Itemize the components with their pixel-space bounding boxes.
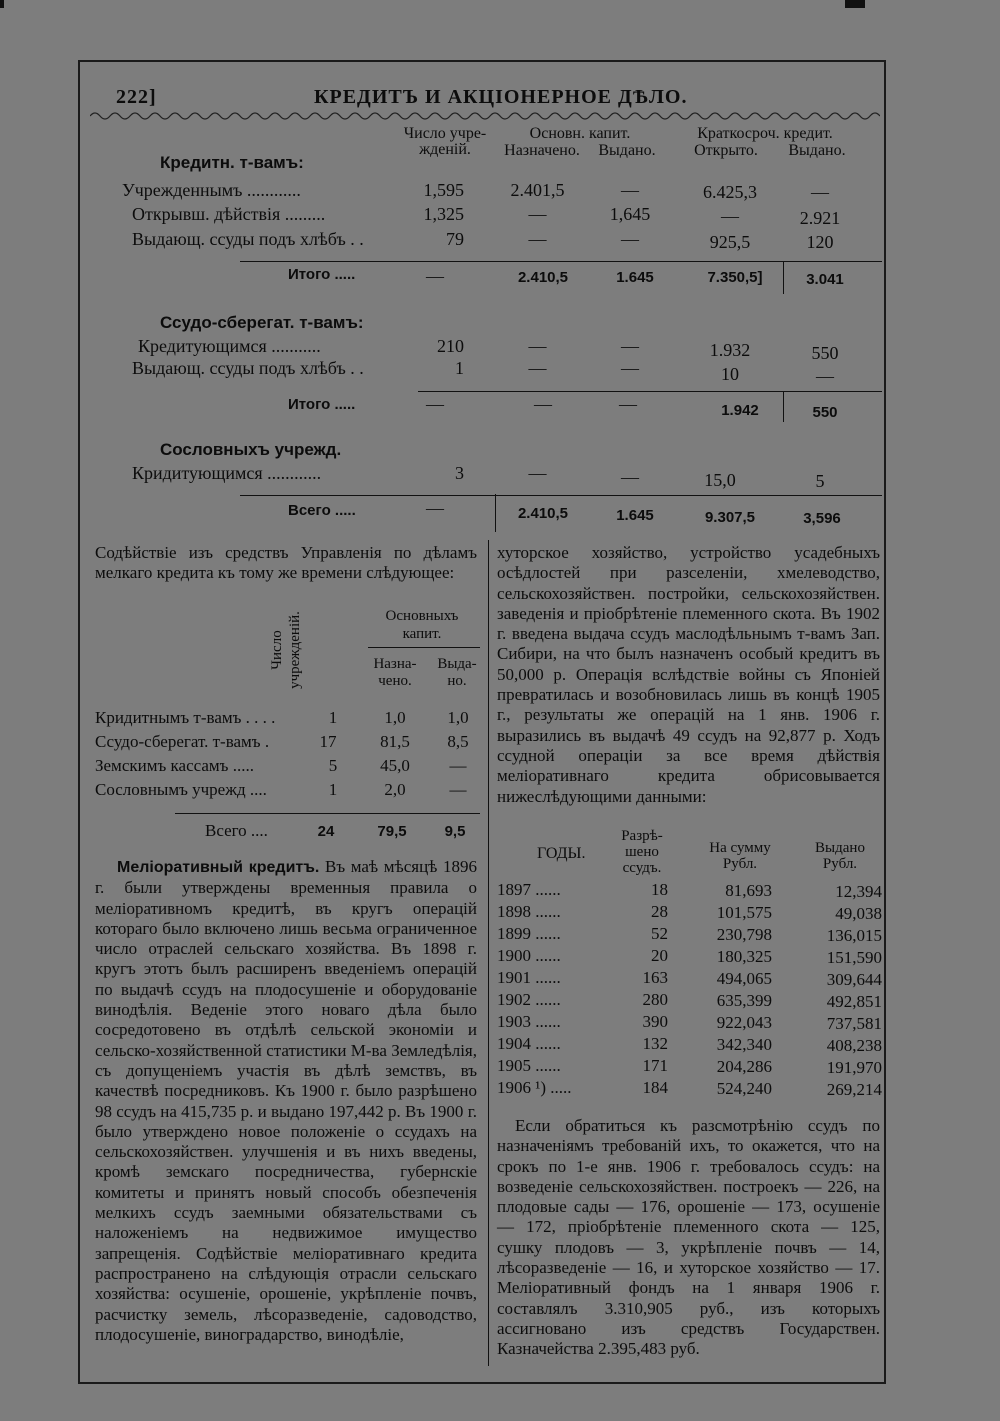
row-year: 1900 ...... <box>497 946 561 965</box>
scan-top-mark <box>845 0 865 8</box>
row-year: 1897 ...... <box>497 880 561 899</box>
cell-issued: 1.645 <box>616 269 654 286</box>
cell-issued: 1.645 <box>616 507 654 524</box>
cell-count: 210 <box>437 336 464 356</box>
cell-count: 3 <box>455 463 464 483</box>
cell-permitted: 390 <box>642 1012 668 1031</box>
cell-issued: — <box>619 394 637 414</box>
cell-sc-issued: 5 <box>815 471 825 491</box>
cell-count: — <box>426 394 444 414</box>
cell-assigned: — <box>528 358 547 378</box>
total-rule <box>175 813 480 814</box>
scan-top-mark <box>0 0 4 8</box>
cell-opened: 7.350,5] <box>707 269 763 286</box>
cell-issued: 269,214 <box>826 1080 882 1099</box>
cell-issued: 12,394 <box>835 882 882 901</box>
cell-sum: 342,340 <box>716 1035 772 1054</box>
cell-permitted: 20 <box>651 946 668 965</box>
cell-assigned: 45,0 <box>380 756 410 775</box>
cell-permitted: 28 <box>651 902 668 921</box>
cell-issued: — <box>449 780 467 799</box>
row-label: Открывш. дѣйствiя ......... <box>132 204 326 224</box>
column-rule <box>495 494 496 532</box>
cell-opened: 9.307,5 <box>704 509 756 526</box>
cell-assigned: 81,5 <box>380 732 410 751</box>
t1-section-title: Сословныхъ учрежд. <box>160 440 342 459</box>
cell-count: 79 <box>446 229 464 249</box>
cell-issued: — <box>621 229 639 249</box>
column-divider <box>488 540 489 1366</box>
wavy-divider <box>90 110 880 122</box>
t3-header-permitted: Разрѣ- шено ссудъ. <box>621 828 663 876</box>
left-meliorative-paragraph <box>95 857 477 1345</box>
cell-issued: 8,5 <box>447 732 469 751</box>
t2-header-issued: Выда- но. <box>437 656 477 689</box>
total-rule <box>240 495 882 496</box>
t1-section-title: Ссудо-сберегат. т-вамъ: <box>160 313 364 332</box>
row-label: Кридитнымъ т-вамъ . . . . <box>95 708 276 727</box>
cell-sum: 81,693 <box>725 881 772 900</box>
t2-header-assigned: Назна- чено. <box>373 656 417 689</box>
cell-assigned: 1,0 <box>384 708 406 727</box>
cell-count: 1 <box>455 358 464 378</box>
row-year: 1903 ...... <box>497 1012 561 1031</box>
t1-header-count: Число учре- жденiй. <box>403 125 487 158</box>
cell-sc-issued: 550 <box>811 343 839 363</box>
cell-sc-issued: — <box>811 182 829 202</box>
cell-count: 1,595 <box>423 180 464 200</box>
cell-issued: 49,038 <box>835 904 882 923</box>
row-year: 1904 ...... <box>497 1034 561 1053</box>
t3-header-sum: На сумму Рубл. <box>709 840 771 872</box>
cell-assigned: 79,5 <box>377 823 407 840</box>
row-year: 1905 ...... <box>497 1056 561 1075</box>
t2-header-count: Число учрежденiй. <box>269 611 303 689</box>
cell-sc-issued: 2.921 <box>799 208 841 228</box>
cell-issued: 1,645 <box>609 204 651 224</box>
row-label: Выдающ. ссуды подъ хлѣбъ . . <box>132 229 364 249</box>
cell-issued: — <box>621 180 639 200</box>
row-label: Ссудо-сберегат. т-вамъ . <box>95 732 270 751</box>
cell-permitted: 184 <box>642 1078 668 1097</box>
cell-opened: 925,5 <box>709 232 751 252</box>
cell-sc-issued: 3,596 <box>803 510 841 527</box>
cell-count: 17 <box>319 732 337 751</box>
cell-issued: 309,644 <box>826 970 882 989</box>
t2-header-capital: Основныхъ капит. <box>385 608 459 642</box>
cell-issued: — <box>621 336 639 356</box>
cell-issued: 151,590 <box>826 948 882 967</box>
t3-header-year: ГОДЫ. <box>537 845 586 862</box>
total-label: Всего .... <box>205 821 268 840</box>
cell-issued: 408,238 <box>826 1036 882 1055</box>
cell-issued: — <box>621 358 639 378</box>
row-label: Выдающ. ссуды подъ хлѣбъ . . <box>132 358 364 378</box>
cell-sum: 180,325 <box>716 947 772 966</box>
cell-count: 5 <box>328 756 338 775</box>
cell-count: 1,325 <box>423 204 464 224</box>
cell-permitted: 18 <box>651 880 668 899</box>
total-label: Итого ..... <box>288 266 356 283</box>
right-paragraph-1: хуторское хозяйство, устройство усадебныхъ осѣдлостей при разселенiи, хмелеводство, сельскохозяйствен. постройки, сельскохозяйствен. заведенiя и прiобрѣтенiе племенного скота. Въ 1902 г. введена выдача ссудъ маслодѣльнымъ т-вамъ Зап. Сибири, на что былъ назначенъ особый кредитъ въ 50,000 р. Операцiя вслѣдствiе войны съ Японiей превратилась и возобновилась лишь въ концѣ 1905 г., результаты же операцiй на 1 янв. 1906 г. выразились въ выдачѣ 49 ссудъ на 92,877 р. Ходъ ссудной операцiи за все время дѣйствiя мелiоративнаго кредита обрисовывается нижеслѣдующими данными: <box>497 543 880 806</box>
cell-permitted: 171 <box>642 1056 668 1075</box>
header-rule <box>368 647 480 648</box>
cell-count: — <box>426 498 444 518</box>
cell-issued: 9,5 <box>444 823 466 840</box>
row-label: Земскимъ кассамъ ..... <box>95 756 254 775</box>
t1-header-sc-opened: Открыто. <box>694 142 758 159</box>
cell-permitted: 280 <box>642 990 668 1009</box>
paragraph-text: Въ маѣ мѣсяцѣ 1896 г. были утверждены временныя правила о мелiоративномъ кредитѣ, въ кругъ операцiй котораго было включено лишь весьма ограниченное число отраслей сельскаго хозяйства. Въ 1898 г. кругъ этотъ былъ расширенъ введенiемъ операцiй по выдачѣ ссудъ на плодосушенiе и оборудованiе винодѣлiя. Веденiе этого новаго дѣла было сосредотовено въ отдѣлѣ сельской экономiи и сельско-хозяйственной статистики М-ва Земледѣлiя, съ допущенiемъ участiя въ дѣлѣ земствъ, въ качествѣ посредниковъ. Къ 1900 г. было разрѣшено 98 ссудъ на 415,735 р. и выдано 197,442 р. Въ 1900 г. было утверждено новое положенiе о ссудахъ на сельскохозяйствен. улучшенiя и въ нихъ введены, кромѣ земскаго посредничества, губернскiе комитеты и принятъ новый способъ обезпеченiя мелкихъ ссудъ заемными обязательствами съ наложенiемъ на недвижимое имущество запрещенiя. Содѣйствiе мелiоративнаго кредита распространено на слѣдующiя отрасли сельскаго хозяйства: осушенiе, орошенiе, укрѣпленiе почвъ, расчистку земель, лѣсоразведенiе, садоводство, плодосушенiе, виноградарство, винодѣлiе, <box>95 857 478 1344</box>
cell-issued: — <box>621 467 639 487</box>
cell-sc-issued: — <box>816 366 834 386</box>
row-label: Учрежденнымъ ............ <box>122 180 301 200</box>
cell-permitted: 52 <box>651 924 668 943</box>
row-label: Кредитующимся ........... <box>138 336 321 356</box>
row-year: 1899 ...... <box>497 924 561 943</box>
cell-assigned: — <box>528 229 547 249</box>
total-label: Всего ..... <box>288 502 356 519</box>
cell-permitted: 163 <box>642 968 668 987</box>
cell-sum: 635,399 <box>716 991 772 1010</box>
paragraph-text: Если обратиться къ разсмотрѣнiю ссудъ по назначенiямъ требованiй ихъ, то окажется, что на срокъ по 1-е янв. 1906 г. требовалось ссудъ: на возведенiе сельскохозяйствен. построекъ — 226, на плодовые сады — 176, орошенiе — 173, осушенiе — 172, прiобрѣтенiе племенного скота — 125, сушку плодовъ — 3, укрѣпленiе почвъ — 14, лѣсоразведенiе — 16, и хуторское хозяйство — 17. Мелiоративный фондъ на 1 января 1906 г. составлялъ 3.310,905 руб., изъ которыхъ ассигновано изъ средствъ Государствен. Казначейства 2.395,483 руб. <box>497 1116 880 1359</box>
cell-assigned: 2.401,5 <box>510 180 565 200</box>
cell-opened: 6.425,3 <box>703 182 757 202</box>
row-year: 1901 ...... <box>497 968 561 987</box>
row-label: Сословнымъ учрежд .... <box>95 780 267 799</box>
cell-issued: 191,970 <box>826 1058 882 1077</box>
cell-issued: 1,0 <box>447 708 469 727</box>
cell-issued: — <box>449 756 467 775</box>
cell-opened: 1.942 <box>721 402 759 419</box>
t1-header-cap-assigned: Назначено. <box>504 142 580 159</box>
cell-sum: 230,798 <box>716 925 772 944</box>
cell-sum: 494,065 <box>716 969 772 988</box>
row-year: 1902 ...... <box>497 990 561 1009</box>
cell-sum: 922,043 <box>716 1013 772 1032</box>
row-label: Кридитующимся ............ <box>132 463 322 483</box>
cell-assigned: — <box>534 394 552 414</box>
total-label: Итого ..... <box>288 396 356 413</box>
t1-header-sc-issued: Выдано. <box>788 142 846 159</box>
cell-assigned: 2.410,5 <box>517 505 569 522</box>
page-title: КРЕДИТЪ И АКЦIОНЕРНОЕ ДѢЛО. <box>314 86 688 108</box>
t1-header-cap-issued: Выдано. <box>598 142 656 159</box>
row-year: 1898 ...... <box>497 902 561 921</box>
t1-header-short-credit: Краткосроч. кредит. <box>697 125 833 142</box>
total-rule <box>418 391 882 392</box>
cell-issued: 136,015 <box>826 926 882 945</box>
cell-opened: 1.932 <box>709 340 751 360</box>
cell-count: 24 <box>317 823 335 840</box>
cell-count: — <box>426 266 444 286</box>
row-year: 1906 ¹) ..... <box>497 1078 572 1097</box>
cell-assigned: 2,0 <box>384 780 406 799</box>
cell-sc-issued: 550 <box>812 404 838 421</box>
cell-permitted: 132 <box>642 1034 668 1053</box>
t1-section-title: Кредитн. т-вамъ: <box>160 153 304 172</box>
cell-assigned: — <box>528 204 547 224</box>
t3-header-issued: Выдано Рубл. <box>815 840 865 872</box>
left-intro: Содѣйствiе изъ средствъ Управленiя по дѣламъ мелкаго кредита къ тому же времени слѣдующее: <box>95 543 477 583</box>
cell-sum: 101,575 <box>716 903 772 922</box>
cell-assigned: — <box>528 463 547 483</box>
cell-assigned: 2.410,5 <box>517 269 569 286</box>
cell-opened: 15,0 <box>704 470 736 490</box>
right-paragraph-2 <box>497 1116 880 1360</box>
total-rule <box>240 261 882 262</box>
cell-opened: 10 <box>721 364 739 384</box>
cell-sum: 524,240 <box>716 1079 772 1098</box>
cell-count: 1 <box>328 780 338 799</box>
t1-header-capital: Основн. капит. <box>529 125 631 142</box>
cell-sc-issued: 3.041 <box>806 271 844 288</box>
page-number: 222] <box>116 86 157 108</box>
paragraph-lead: Мелiоративный кредитъ. <box>117 859 320 876</box>
cell-sum: 204,286 <box>716 1057 772 1076</box>
cell-assigned: — <box>528 336 547 356</box>
cell-count: 1 <box>328 708 338 727</box>
cell-sc-issued: 120 <box>806 232 834 252</box>
cell-issued: 492,851 <box>826 992 882 1011</box>
cell-opened: — <box>721 206 739 226</box>
cell-issued: 737,581 <box>826 1014 882 1033</box>
